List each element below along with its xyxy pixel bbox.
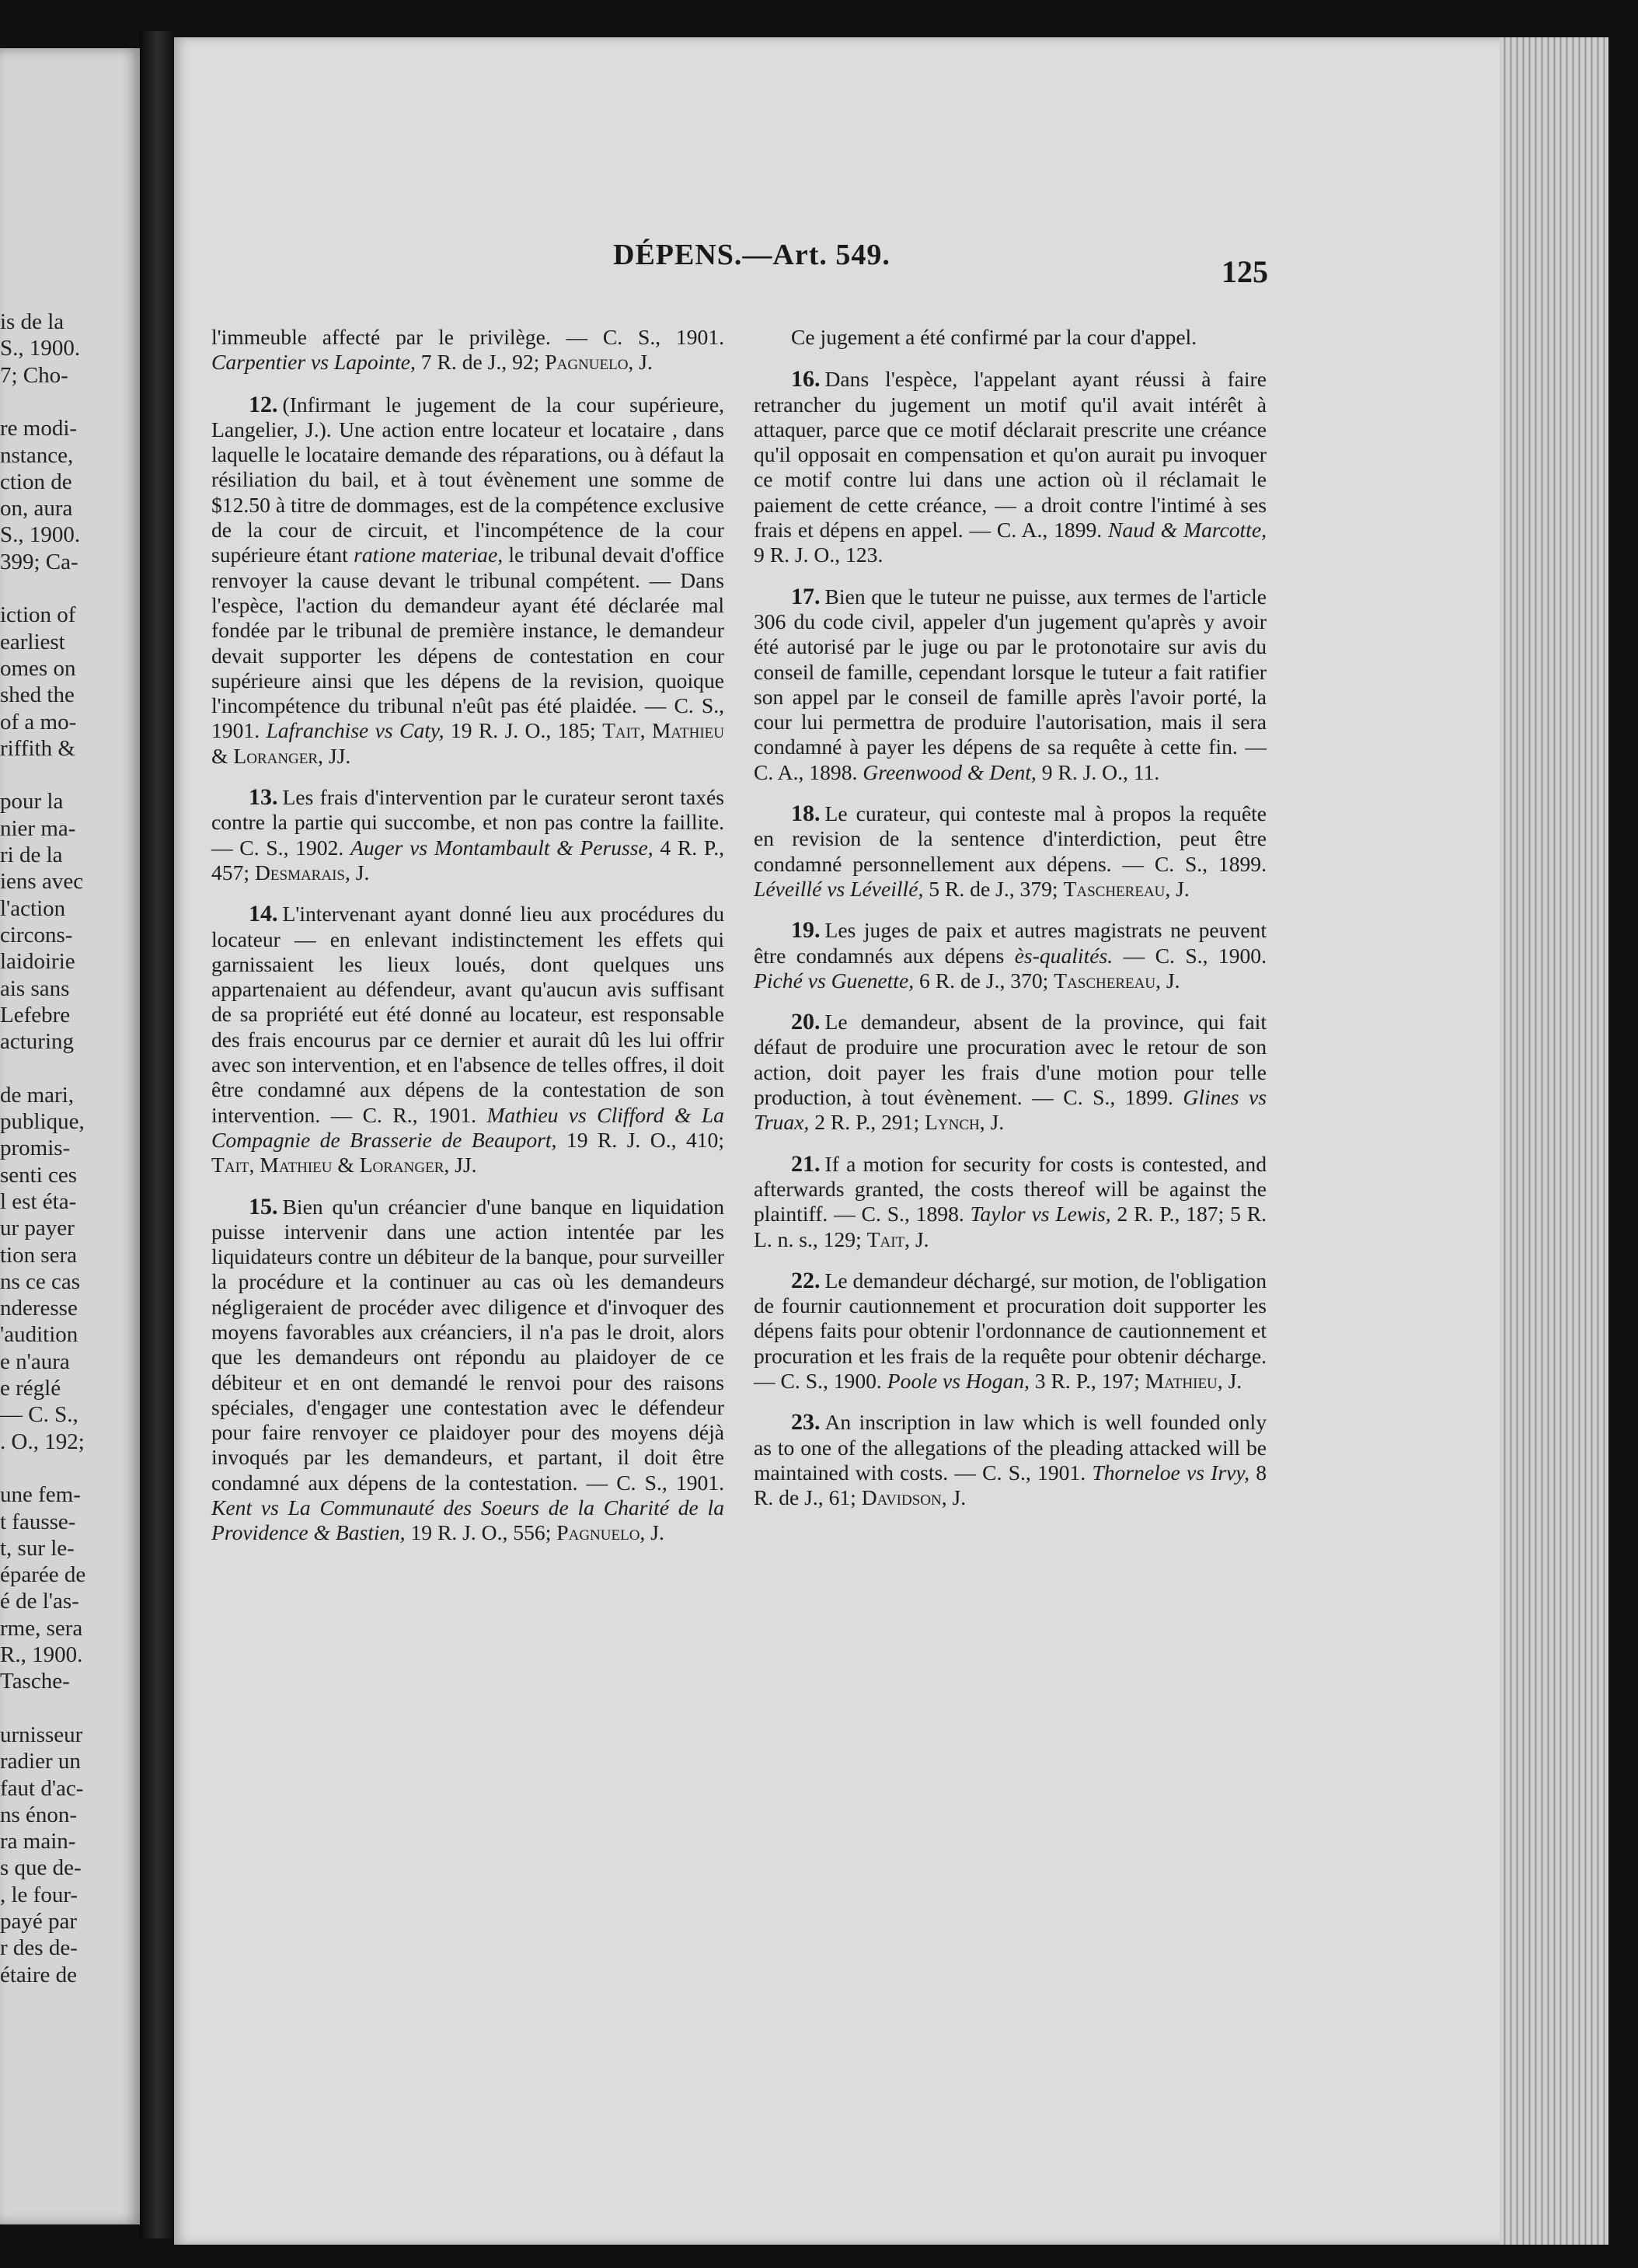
facing-page-line: l est éta- [0, 1188, 77, 1214]
entry-text: Le demandeur, absent de la province, qui fait défaut de produire une procuration avec le retour de son action, doit payer les frais d'une motion pour telle production, à tout évènement. — C. S., 1899. [754, 1010, 1267, 1110]
entry-text: 3 R. P., 197; [1029, 1368, 1145, 1393]
entry-text: 6 R. de J., 370; [914, 968, 1054, 993]
entry-16 [754, 367, 1267, 567]
case-name: Greenwood & Dent, [863, 759, 1037, 784]
facing-page-line: re modi- [0, 416, 78, 441]
facing-page-line: omes on [0, 655, 76, 681]
judge-name: Taschereau, J. [1063, 876, 1190, 901]
entry-text: Les frais d'intervention par le curateur seront taxés contre la partie qui succombe, et non pas contre la faillite.— C. S., 1902. [211, 785, 724, 860]
case-name: Glines vs Truax, [754, 1085, 1267, 1135]
entry-text: 2 R. P., 187; 5 R. L. n. s., 129; [754, 1202, 1267, 1251]
entry-text: Le curateur, qui conteste mal à propos la requête en revision de la sentence d'interdiction, peut être condamné personnellement aux dépens. — C. S., 1899. [754, 801, 1267, 876]
entry-text: 8 R. de J., 61; [754, 1460, 1267, 1510]
entry-text: 4 R. P., 457; [211, 835, 724, 885]
latin-term: ratione materiae, [354, 543, 504, 567]
facing-page-line: étaire de [0, 1962, 78, 1987]
entry-number: 17. [791, 583, 821, 609]
running-header: DÉPENS.—Art. 549. [613, 239, 890, 271]
facing-page-line: nstance, [0, 442, 74, 468]
entry-18 [754, 801, 1267, 902]
facing-page-line: l'action [0, 895, 66, 921]
facing-page-line: shed the [0, 682, 75, 708]
facing-page-line: Tasche- [0, 1669, 70, 1694]
entry-number: 21. [791, 1150, 821, 1177]
facing-page-line: s que de- [0, 1855, 82, 1881]
entry-14 [211, 902, 724, 1178]
entry-23 [754, 1410, 1267, 1510]
facing-page-line: r des de- [0, 1935, 78, 1961]
entry-text: Dans l'espèce, l'appelant ayant réussi à faire retrancher du jugement un motif qu'il avait intérêt à attaquer, parce que ce motif déclarait prescrite une créance qu'il opposait en compensation et qu'on aurait pu invoquer ce motif contre lui dans une action où il réclamait le paiement de cette créance, — a droit contre l'intimé à ses frais et dépens en appel. — C. A., 1899. [754, 367, 1267, 543]
entry-21 [754, 1152, 1267, 1252]
left-column [211, 325, 724, 1562]
entry-number: 12. [249, 391, 278, 417]
facing-page-line: . O., 192; [0, 1429, 85, 1454]
facing-page-line: is de la [0, 309, 64, 334]
facing-page-line: ra main- [0, 1829, 76, 1855]
entry-17 [754, 584, 1267, 785]
judge-name: Tait, J. [866, 1226, 929, 1251]
facing-page-line: senti ces [0, 1162, 78, 1188]
judge-name: Desmarais, J. [254, 860, 370, 885]
case-name: Kent vs La Communauté des Soeurs de la Charité de la Providence & Bastien, [211, 1495, 724, 1545]
facing-page-line: earliest [0, 629, 65, 654]
entry-number: 23. [791, 1409, 821, 1436]
facing-page-fragment [0, 48, 140, 2224]
case-name: Taylor vs Lewis, [970, 1202, 1111, 1226]
entry-text: Bien qu'un créancier d'une banque en liquidation puisse intervenir dans une action intentée par les liquidateurs contre un débiteur de la banque, pour surveiller la procédure et la continuer au cas où les demandeurs négligeraient de procéder avec diligence et d'invoquer des moyens favorables aux créanciers, il n'a pas le droit, alors que les demandeurs ont répondu au plaidoyer de ce débiteur et en ont demandé le renvoi pour des raisons spéciales, d'engager une contestation avec le défendeur pour faire renvoyer ce plaidoyer pour des moyens déjà invoqués par les demandeurs, et partant, il doit être condamné aux dépens de la contestation. — C. S., 1901. [211, 1194, 724, 1495]
entry-text: 9 R. J. O., 11. [1036, 759, 1160, 784]
facing-page-line: nier ma- [0, 815, 76, 841]
facing-page-line: une fem- [0, 1482, 81, 1508]
facing-page-line: laidoirie [0, 949, 75, 975]
entry-text: L'intervenant ayant donné lieu aux procédures du locateur — en enlevant indistinctement les effets qui garnissaient les lieux loués, dont quelques uns appartenaient au défendeur, avant qu'aucun avis suffisant de sa propriété eut été donné au locateur, est responsable des frais encourus par ce dernier et aurait dû les lui offrir avec son intervention, et en l'absence de telles offres, il doit être condamné aux dépens de la contestation de son intervention. — C. R., 1901. [211, 902, 724, 1127]
judge-name: Davidson, J. [861, 1485, 967, 1510]
facing-page-line: 'audition [0, 1322, 78, 1348]
judge-name: Pagnuelo, J. [545, 350, 653, 375]
facing-page-line: ns ce cas [0, 1268, 81, 1294]
facing-page-line: ction de [0, 469, 72, 494]
entry-text: If a motion for security for costs is contested, and afterwards granted, the costs thereof will be against the plaintiff. — C. S., 1898. [754, 1151, 1267, 1226]
entry-number: 13. [249, 784, 278, 811]
facing-page-line: acturing [0, 1029, 75, 1055]
entry-text: l'immeuble affecté par le privilège. — C. S., 1901. [211, 325, 724, 349]
judge-name: Tait, Mathieu & Loranger, JJ. [211, 718, 724, 768]
facing-page-line: t, sur le- [0, 1535, 75, 1561]
case-name: Léveillé vs Léveillé, [754, 876, 924, 901]
facing-page-line: nderesse [0, 1296, 78, 1321]
entry-12 [211, 393, 724, 769]
entry-text: (Infirmant le jugement de la cour supérieure, Langelier, J.). Une action entre locateur et locataire , dans laquelle le locataire demande des réparations, ou à défaut la résiliation du bail, et à tout évènement une somme de $12.50 à titre de dommages, est de la compétence exclusive de la cour de circuit, et l'incompétence de la cour supérieure étant [211, 392, 724, 567]
facing-page-line: riffith & [0, 735, 75, 761]
entry-11-continuation [211, 325, 724, 375]
book-gutter [140, 31, 174, 2238]
facing-page-line: ns énon- [0, 1802, 78, 1827]
entry-number: 20. [791, 1009, 821, 1035]
entry-text: 19 R. J. O., 410; [556, 1127, 725, 1152]
facing-page-line: pour la [0, 789, 64, 815]
case-name: Thorneloe vs Irvy, [1092, 1460, 1249, 1485]
entry-15-continuation [754, 325, 1267, 350]
facing-page-line: é de l'as- [0, 1589, 79, 1614]
facing-page-line: iction of [0, 602, 76, 628]
entry-text: — C. S., 1900. [1113, 943, 1267, 968]
facing-page-line: on, aura [0, 496, 73, 522]
entry-text: 19 R. J. O., 556; [405, 1520, 557, 1545]
facing-page-line: of a mo- [0, 709, 77, 734]
facing-page-line: iens avec [0, 869, 84, 895]
facing-page-line: rme, sera [0, 1615, 83, 1641]
case-name: Naud & Marcotte, [1108, 518, 1267, 543]
entry-text: An inscription in law which is well founded only as to one of the allegations of the pleading attacked will be maintained with costs. — C. S., 1901. [754, 1410, 1267, 1485]
entry-text: 2 R. P., 291; [809, 1110, 925, 1135]
right-column [754, 325, 1267, 1527]
entry-number: 14. [249, 901, 278, 927]
facing-page-line: urnisseur [0, 1722, 83, 1747]
facing-page-line: e réglé [0, 1376, 61, 1401]
case-name: Poole vs Hogan, [887, 1368, 1030, 1393]
facing-page-line: circons- [0, 922, 73, 947]
judge-name: Taschereau, J. [1054, 968, 1180, 993]
entry-text: 7 R. de J., 92; [415, 350, 545, 375]
judge-name: Mathieu, J. [1145, 1368, 1242, 1393]
judge-name: Tait, Mathieu & Loranger, JJ. [211, 1153, 477, 1178]
facing-page-line: S., 1900. [0, 522, 81, 548]
entry-19 [754, 918, 1267, 993]
facing-page-line: payé par [0, 1909, 78, 1934]
case-name: Piché vs Guenette, [754, 968, 915, 993]
facing-page-line: 399; Ca- [0, 549, 78, 574]
facing-page-line: R., 1900. [0, 1642, 83, 1667]
facing-page-line: promis- [0, 1136, 71, 1161]
case-name: Mathieu vs Clifford & La Compagnie de Brasserie de Beauport, [211, 1102, 724, 1152]
book-page [174, 37, 1608, 2245]
facing-page-line: tion sera [0, 1242, 78, 1268]
entry-13 [211, 785, 724, 885]
judge-name: Pagnuelo, J. [556, 1520, 664, 1545]
facing-page-line: S., 1900. [0, 336, 81, 361]
entry-text: 5 R. de J., 379; [923, 876, 1064, 901]
facing-page-line: ais sans [0, 975, 70, 1001]
case-name: Carpentier vs Lapointe, [211, 350, 416, 375]
entry-text: le tribunal devait d'office renvoyer la cause devant le tribunal compétent. — Dans l'espèce, l'action du demandeur ayant été déclarée mal fondée par le tribunal de première instance, le demandeur devait supporter les dépens de contestation en cour supérieure ainsi que les dépens de la revision, quoique l'incompétence du tribunal n'eût pas été plaidée. — C. S., 1901. [211, 543, 724, 743]
case-name: Lafranchise vs Caty, [266, 718, 444, 743]
entry-20 [754, 1010, 1267, 1135]
entry-number: 15. [249, 1193, 278, 1219]
case-name: Auger vs Montambault & Perusse, [350, 835, 653, 860]
entry-text: Bien que le tuteur ne puisse, aux termes de l'article 306 du code civil, appeler d'un jugement qu'après y avoir été autorisé par le juge ou par le protonotaire sur avis du conseil de famille, cependant lorsque le tuteur a fait ratifier son appel par le conseil de famille après l'avoir porté, la cour lui permettra de produire l'autorisation, mais il sera condamné à payer les dépens de sa requête à cette fin. — C. A., 1898. [754, 584, 1267, 784]
entry-text: Les juges de paix et autres magistrats ne peuvent être condamnés aux dépens [754, 918, 1267, 968]
entry-number: 18. [791, 801, 821, 827]
page-edges [1500, 37, 1608, 2245]
facing-page-line: 7; Cho- [0, 362, 68, 388]
entry-15 [211, 1195, 724, 1546]
facing-page-line: ur payer [0, 1216, 75, 1241]
facing-page-line: publique, [0, 1109, 85, 1134]
facing-page-line: radier un [0, 1749, 81, 1774]
entry-22 [754, 1268, 1267, 1394]
facing-page-line: Lefebre [0, 1002, 71, 1028]
judge-name: Lynch, J. [925, 1110, 1005, 1135]
facing-page-line: — C. S., [0, 1402, 78, 1428]
facing-page-line: éparée de [0, 1562, 86, 1588]
entry-number: 19. [791, 917, 821, 944]
facing-page-line: e n'aura [0, 1349, 70, 1374]
latin-term: ès-qualités. [1014, 943, 1113, 968]
facing-page-line: de mari, [0, 1082, 75, 1108]
entry-text: 9 R. J. O., 123. [754, 543, 883, 567]
facing-page-line: , le four- [0, 1882, 78, 1907]
entry-text: Ce jugement a été confirmé par la cour d'appel. [791, 325, 1197, 349]
entry-text: Le demandeur déchargé, sur motion, de l'obligation de fournir cautionnement et procuration doit supporter les dépens faits pour obtenir l'ordonnance de cautionnement et procuration et les frais de la requête pour obtenir décharge. — C. S., 1900. [754, 1268, 1267, 1393]
facing-page-line: ri de la [0, 843, 63, 867]
page-number: 125 [1222, 254, 1268, 289]
facing-page-line: faut d'ac- [0, 1775, 84, 1801]
entry-number: 16. [791, 366, 821, 393]
facing-page-line: t fausse- [0, 1509, 76, 1534]
entry-number: 22. [791, 1267, 821, 1293]
entry-text: 19 R. J. O., 185; [444, 718, 603, 743]
